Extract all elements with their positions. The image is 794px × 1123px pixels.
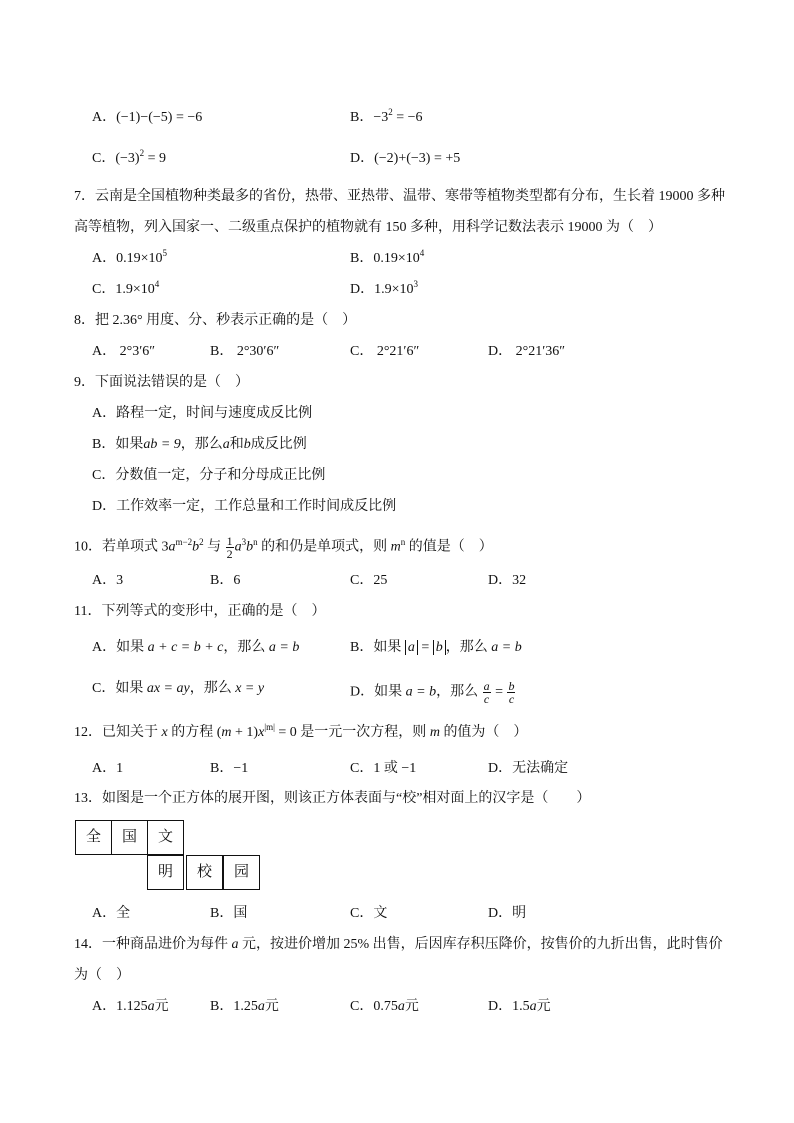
exponent: 2 <box>199 536 204 547</box>
q7-option-d <box>350 281 418 299</box>
option-text: D．如果 <box>350 684 406 700</box>
option-label: B． <box>350 251 374 266</box>
option-text: 元 <box>154 999 169 1014</box>
q6-option-d <box>350 150 460 168</box>
option-expr: ab = 9 <box>143 437 181 452</box>
option-text: D．1.5 <box>488 999 530 1014</box>
exponent: 3 <box>241 536 247 547</box>
fraction-numerator: b <box>508 679 515 693</box>
q11-option-a <box>92 639 299 657</box>
q10-option-c: C．25 <box>350 573 388 588</box>
var: x <box>161 725 168 740</box>
stem-text: 14．一种商品进价为每件 <box>74 937 232 952</box>
exponent: m−2 <box>175 536 193 547</box>
q13-option-a: A．全 <box>92 906 131 921</box>
option-label: A． <box>92 251 117 266</box>
stem-text: + 1) <box>231 725 259 740</box>
exponent: 4 <box>154 279 160 289</box>
q8-option-a: A． 2°3′6″ <box>92 344 156 359</box>
option-expr: a = b <box>268 640 300 655</box>
option-text: ，那么 <box>180 437 223 452</box>
q13-option-b: B．国 <box>210 906 248 921</box>
option-text: ，那么 <box>223 640 269 655</box>
exponent: 4 <box>419 248 425 258</box>
q7-option-b <box>350 250 424 268</box>
option-text: 元 <box>536 999 551 1014</box>
q12-option-a: A．1 <box>92 761 124 776</box>
q8-option-d: D． 2°21′36″ <box>488 344 566 359</box>
var: a <box>234 539 242 555</box>
option-label: B． <box>350 110 374 125</box>
q6-option-c <box>92 150 166 168</box>
q14-stem-line1 <box>74 936 723 954</box>
q14-option-d <box>488 998 551 1016</box>
q13-stem: 13．如图是一个正方体的展开图，则该正方体表面与“校”相对面上的汉字是（ ） <box>74 791 591 806</box>
q8-stem: 8．把 2.36° 用度、分、秒表示正确的是（ ） <box>74 313 357 328</box>
option-text: C．0.75 <box>350 999 398 1014</box>
q7-stem-line2: 高等植物，列入国家一、二级重点保护的植物就有 150 多种，用科学记数法表示 19000 为（ ） <box>74 220 662 235</box>
option-expr: (−1)−(−5) = −6 <box>116 110 203 125</box>
option-text: ，那么 <box>445 640 492 655</box>
q7-option-a <box>92 250 167 268</box>
q10-stem <box>74 535 493 560</box>
option-text: A．1.125 <box>92 999 148 1014</box>
option-text: 和 <box>229 437 244 452</box>
option-text: B．1.25 <box>210 999 258 1014</box>
var: a <box>231 937 239 952</box>
stem-text: 10．若单项式 3 <box>74 539 169 555</box>
option-expr: a + c = b + c <box>147 640 224 655</box>
option-text: = <box>417 640 433 655</box>
net-cell: 国 <box>111 820 148 855</box>
q9-option-c: C．分数值一定，分子和分母成正比例 <box>92 468 326 483</box>
var: a <box>397 999 405 1014</box>
q7-option-c <box>92 281 159 299</box>
q9-option-a: A．路程一定，时间与速度成反比例 <box>92 406 313 421</box>
net-cell: 文 <box>147 820 184 855</box>
abs-value: a <box>405 640 418 655</box>
fraction-denominator: c <box>508 692 515 706</box>
option-expr: x = y <box>235 681 265 696</box>
q6-option-b <box>350 109 423 127</box>
option-text: C．如果 <box>92 681 147 696</box>
q6-option-a <box>92 109 202 127</box>
option-expr: (−3) <box>115 151 140 166</box>
stem-text: 的值是（ ） <box>405 539 493 555</box>
var: b <box>192 539 200 555</box>
q14-option-c <box>350 998 419 1016</box>
fraction <box>226 535 234 560</box>
exponent: |m| <box>264 722 275 732</box>
option-text: = <box>491 684 507 700</box>
option-expr: a = b <box>491 640 522 655</box>
fraction-numerator: 1 <box>226 534 233 548</box>
fraction <box>507 680 515 705</box>
var: a <box>257 999 265 1014</box>
option-label: A． <box>92 110 117 125</box>
option-text: B．如果 <box>92 437 144 452</box>
fraction <box>483 680 491 705</box>
option-expr: 1.9×10 <box>374 282 414 297</box>
option-text: ，那么 <box>436 684 482 700</box>
stem-text: = 0 是一元一次方程，则 <box>274 725 430 740</box>
net-cell: 校 <box>186 855 223 890</box>
q11-option-c <box>92 680 264 698</box>
option-text: 元 <box>264 999 279 1014</box>
q11-stem: 11．下列等式的变形中，正确的是（ ） <box>74 604 326 619</box>
var: m <box>390 539 401 555</box>
q9-stem: 9．下面说法错误的是（ ） <box>74 375 249 390</box>
q11-option-d <box>350 680 516 705</box>
option-expr: 0.19×10 <box>116 251 163 266</box>
stem-text: 与 <box>203 539 225 555</box>
stem-text: 的值为（ ） <box>439 725 528 740</box>
var: a <box>168 539 176 555</box>
fraction-denominator: c <box>483 692 490 706</box>
net-cell: 园 <box>223 855 260 890</box>
var: b <box>246 539 254 555</box>
q12-stem <box>74 724 527 742</box>
fraction-numerator: a <box>483 679 490 693</box>
var: a <box>529 999 537 1014</box>
option-text: 成反比例 <box>250 437 307 452</box>
stem-text: 元，按进价增加 25% 出售，后因库存积压降价，按售价的九折出售，此时售价 <box>238 937 723 952</box>
q13-option-c: C．文 <box>350 906 388 921</box>
net-cell: 明 <box>147 855 184 890</box>
q9-option-d: D．工作效率一定，工作总量和工作时间成反比例 <box>92 499 397 514</box>
q12-option-c: C．1 或 −1 <box>350 761 417 776</box>
option-text: ，那么 <box>189 681 236 696</box>
var-a: a <box>222 437 230 452</box>
stem-text: 的和仍是单项式，则 <box>257 539 391 555</box>
q7-stem-line1: 7．云南是全国植物种类最多的省份，热带、亚热带、温带、寒带等植物类型都有分布，生长着 19000 多种 <box>74 189 725 204</box>
option-expr-rest: = 9 <box>144 151 166 166</box>
option-label: C． <box>92 151 116 166</box>
var: a <box>147 999 155 1014</box>
option-expr: a = b <box>405 684 437 700</box>
option-expr: (−2)+(−3) = +5 <box>374 151 461 166</box>
exponent: 3 <box>413 279 419 289</box>
q8-option-c: C． 2°21′6″ <box>350 344 420 359</box>
option-expr-rest: = −6 <box>392 110 423 125</box>
option-label: C． <box>92 282 116 297</box>
option-label: D． <box>350 282 375 297</box>
q13-option-d: D．明 <box>488 906 527 921</box>
fraction-denominator: 2 <box>226 547 233 561</box>
q10-option-b: B．6 <box>210 573 241 588</box>
stem-text: 12．已知关于 <box>74 725 162 740</box>
option-expr: 1.9×10 <box>115 282 155 297</box>
option-label: D． <box>350 151 375 166</box>
option-text: B．如果 <box>350 640 405 655</box>
var: m <box>429 725 440 740</box>
option-expr: −3 <box>373 110 389 125</box>
q14-option-a <box>92 998 169 1016</box>
abs-value: b <box>433 640 446 655</box>
exponent: n <box>400 536 406 547</box>
option-expr: ax = ay <box>146 681 190 696</box>
var: m <box>221 725 232 740</box>
net-cell: 全 <box>75 820 112 855</box>
q12-option-b: B．−1 <box>210 761 249 776</box>
stem-text: 的方程 ( <box>167 725 222 740</box>
q14-stem-line2: 为（ ） <box>74 968 130 983</box>
exponent: 5 <box>162 248 168 258</box>
q10-option-d: D．32 <box>488 573 527 588</box>
exponent: 2 <box>139 148 145 158</box>
q14-option-b <box>210 998 279 1016</box>
q12-option-d: D．无法确定 <box>488 761 569 776</box>
exponent: n <box>253 536 258 547</box>
option-expr: 0.19×10 <box>373 251 420 266</box>
option-text: A．如果 <box>92 640 148 655</box>
var-b: b <box>243 437 251 452</box>
q11-option-b <box>350 639 522 657</box>
var: x <box>258 725 265 740</box>
q8-option-b: B． 2°30′6″ <box>210 344 280 359</box>
q9-option-b <box>92 436 307 454</box>
option-text: 元 <box>404 999 419 1014</box>
q10-option-a: A．3 <box>92 573 124 588</box>
exponent: 2 <box>388 107 393 117</box>
